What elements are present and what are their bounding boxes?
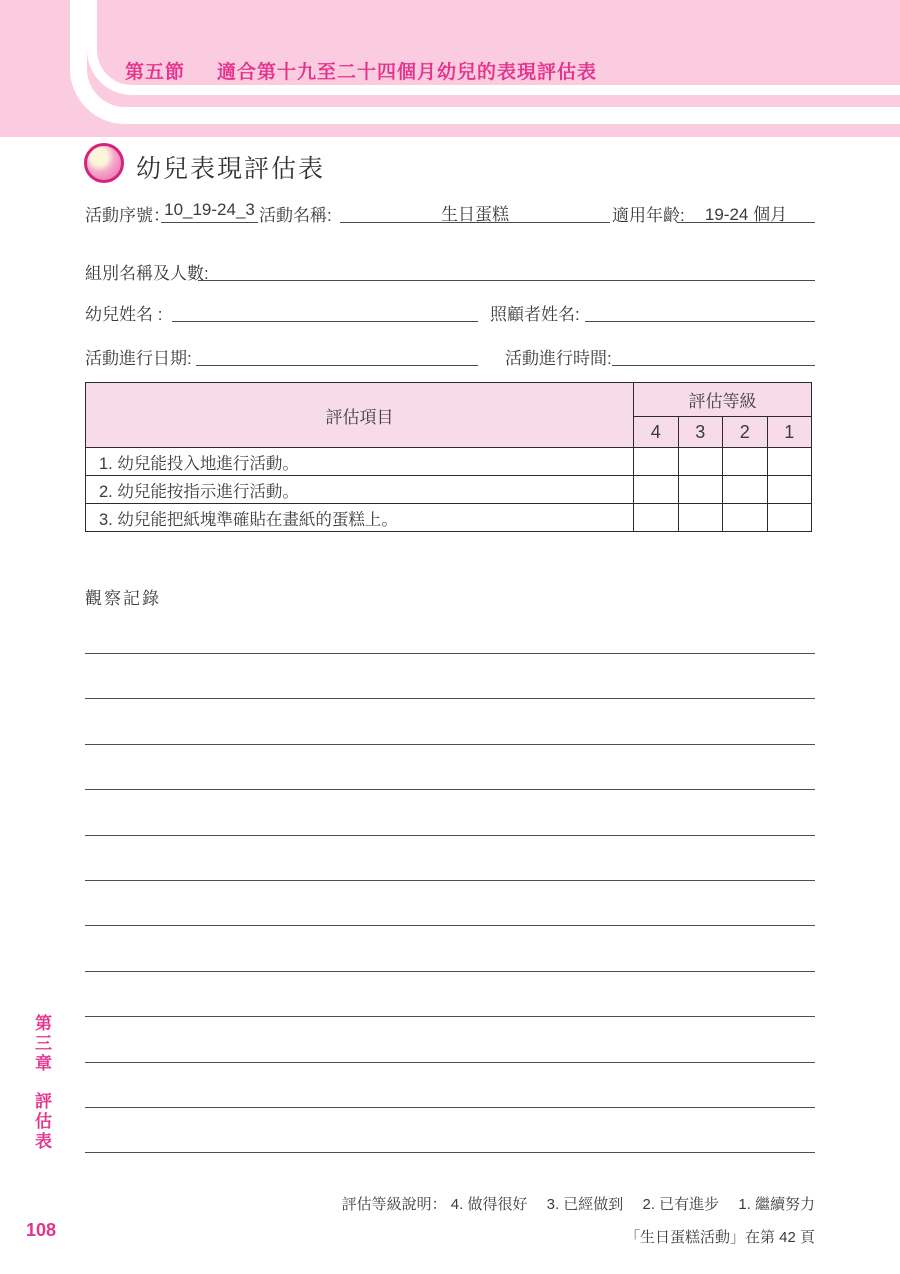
writing-line[interactable] bbox=[85, 1016, 815, 1017]
rating-cell[interactable] bbox=[723, 476, 768, 504]
rating-cell[interactable] bbox=[634, 448, 679, 476]
page-number: 108 bbox=[26, 1220, 57, 1240]
child-name-field[interactable] bbox=[172, 299, 478, 322]
sidebar-chapter: 第三章 bbox=[32, 1014, 51, 1074]
section-heading bbox=[125, 57, 597, 84]
writing-line[interactable] bbox=[85, 744, 815, 745]
table-row bbox=[86, 448, 812, 476]
rating-cell[interactable] bbox=[634, 476, 679, 504]
group-label: 組別名稱及人數: bbox=[85, 264, 209, 283]
assessment-table bbox=[85, 382, 812, 532]
rating-cell[interactable] bbox=[767, 476, 812, 504]
writing-line[interactable] bbox=[85, 789, 815, 790]
activity-no-field[interactable]: 10_19-24_3 bbox=[161, 200, 258, 223]
writing-line[interactable] bbox=[85, 1107, 815, 1108]
section-number: 第五節 bbox=[125, 62, 186, 83]
rating-cell[interactable] bbox=[678, 476, 723, 504]
rating-cell[interactable] bbox=[767, 448, 812, 476]
writing-line[interactable] bbox=[85, 971, 815, 972]
table-row bbox=[86, 476, 812, 504]
rating-cell[interactable] bbox=[634, 504, 679, 532]
caregiver-label: 照顧者姓名: bbox=[490, 305, 580, 324]
grade-1-header: 1 bbox=[767, 417, 812, 448]
activity-page-reference: 「生日蛋糕活動」在第 42 頁 bbox=[624, 1229, 815, 1246]
date-field[interactable] bbox=[196, 343, 478, 366]
form-title: 幼兒表現評估表 bbox=[136, 155, 326, 183]
age-field[interactable]: 19-24 個月 bbox=[677, 200, 815, 223]
activity-name-label: 活動名稱: bbox=[259, 206, 332, 225]
writing-line[interactable] bbox=[85, 1062, 815, 1063]
assessment-item: 2. 幼兒能按指示進行活動。 bbox=[86, 476, 634, 504]
rating-cell[interactable] bbox=[678, 504, 723, 532]
item-column-header: 評估項目 bbox=[86, 383, 634, 448]
writing-line[interactable] bbox=[85, 835, 815, 836]
grade-legend: 評估等級說明： 4. 做得很好 3. 已經做到 2. 已有進步 1. 繼續努力 bbox=[341, 1196, 815, 1213]
grade-3-header: 3 bbox=[678, 417, 723, 448]
table-row bbox=[86, 504, 812, 532]
pink-glossy-ball-icon bbox=[84, 143, 124, 183]
observation-label: 觀察記錄 bbox=[85, 589, 161, 608]
grade-4-header: 4 bbox=[634, 417, 679, 448]
assessment-item: 1. 幼兒能投入地進行活動。 bbox=[86, 448, 634, 476]
time-label: 活動進行時間: bbox=[505, 349, 612, 368]
rating-cell[interactable] bbox=[723, 504, 768, 532]
section-title: 適合第十九至二十四個月幼兒的表現評估表 bbox=[217, 62, 598, 83]
age-label: 適用年齡: bbox=[612, 206, 685, 225]
rating-cell[interactable] bbox=[767, 504, 812, 532]
writing-line[interactable] bbox=[85, 653, 815, 654]
caregiver-field[interactable] bbox=[585, 299, 815, 322]
writing-line[interactable] bbox=[85, 880, 815, 881]
assessment-item: 3. 幼兒能把紙塊準確貼在畫紙的蛋糕上。 bbox=[86, 504, 634, 532]
activity-name-field[interactable]: 生日蛋糕 bbox=[340, 200, 610, 223]
child-name-label: 幼兒姓名 : bbox=[85, 305, 163, 324]
rating-cell[interactable] bbox=[678, 448, 723, 476]
sidebar-chapter-label: 評估表 bbox=[32, 1092, 51, 1152]
writing-line[interactable] bbox=[85, 1152, 815, 1153]
grade-column-header: 評估等級 bbox=[634, 383, 812, 417]
time-field[interactable] bbox=[612, 343, 815, 366]
activity-no-label: 活動序號： bbox=[85, 206, 170, 225]
writing-line[interactable] bbox=[85, 925, 815, 926]
group-field[interactable] bbox=[198, 258, 815, 281]
date-label: 活動進行日期: bbox=[85, 349, 192, 368]
rating-cell[interactable] bbox=[723, 448, 768, 476]
grade-2-header: 2 bbox=[723, 417, 768, 448]
chapter-header-banner bbox=[0, 0, 900, 137]
writing-line[interactable] bbox=[85, 698, 815, 699]
